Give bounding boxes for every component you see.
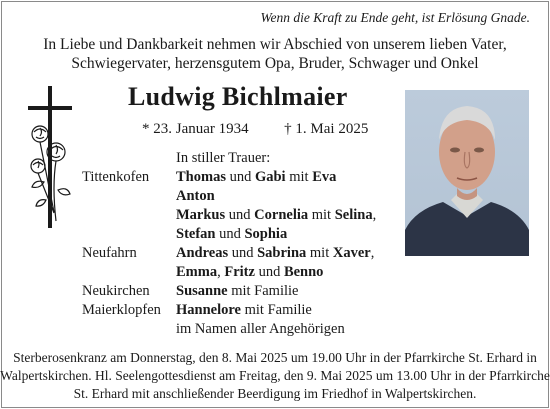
mourner-row [0,245,400,265]
mourner-row [0,169,400,189]
mourner-name: Susanne [176,283,228,299]
connector-text: und [215,226,245,242]
quote: Wenn die Kraft zu Ende geht, ist Erlösung Gnade. [260,10,530,25]
connector-text: , [372,207,377,223]
mourner-name: Anton [176,188,215,204]
mourner-place: Neukirchen [82,283,150,299]
mourner-place: Maierklopfen [82,302,161,318]
death-date: † 1. Mai 2025 [284,121,369,137]
mourner-name: Benno [283,264,324,280]
mourner-name: Sabrina [257,245,307,261]
mourner-names [176,207,376,224]
connector-text: mit Familie [227,283,299,299]
connector-text: und [228,245,258,261]
birth-date: * 23. Januar 1934 [142,121,249,137]
mourner-name: Thomas [176,169,226,185]
mourner-names [176,245,374,262]
mourner-name: Cornelia [254,207,309,223]
mourner-name: Gabi [254,169,286,185]
mourner-names [176,169,336,186]
mourner-name: Andreas [176,245,229,261]
connector-text: und [225,169,255,185]
mourner-row [0,264,400,284]
intro-text: In Liebe und Dankbarkeit nehmen wir Abschied von unserem lieben Vater, Schwiegervater, herzensgutem Opa, Bruder, Schwager und Onkel [43,36,507,72]
connector-text: und [254,264,284,280]
mourner-place: Neufahrn [82,245,137,261]
connector-text: mit [308,207,335,223]
mourner-names [176,188,215,205]
mourner-row [0,207,400,227]
connector-text: mit [285,169,313,185]
mourner-names [176,321,345,338]
portrait-photo [405,90,529,256]
mourner-names [176,302,312,319]
mourner-row [0,188,400,208]
connector-text: mit Familie [240,302,312,318]
mourner-names [176,283,298,300]
mourner-name: Xaver [332,245,371,261]
mourner-name: Hannelore [176,302,241,318]
mourner-name: Stefan [176,226,216,242]
mourner-name: Eva [312,169,337,185]
connector-text: , [370,245,375,261]
mourner-row [0,302,400,322]
connector-text: mit [306,245,333,261]
mourner-name: Sophia [244,226,288,242]
mourner-name: Emma [176,264,218,280]
mourner-names [176,264,323,281]
life-dates [142,121,368,138]
mourner-name: Fritz [224,264,255,280]
mourner-row [0,226,400,246]
mourner-names [176,226,287,243]
deceased-name: Ludwig Bichlmaier [128,82,348,111]
mourner-row [0,321,400,341]
connector-text: , [217,264,225,280]
mourner-name: Markus [176,207,226,223]
mourner-place: Tittenkofen [82,169,150,185]
connector-text: und [225,207,255,223]
mourner-name: Selina [334,207,373,223]
connector-text: im Namen aller Angehörigen [176,321,345,337]
mourning-heading: In stiller Trauer: [176,150,271,166]
mourner-row [0,283,400,303]
service-notice: Sterberosenkranz am Donnerstag, den 8. Mai 2025 um 19.00 Uhr in der Pfarrkirche St. Erhard in Walpertskirchen. Hl. Seelengottesdienst am Freitag, den 9. Mai 2025 um 13.00 Uhr in der Pfarrkirche St. Erhard mit anschließender Beerdigung im Friedhof in Walpertskirchen. [0,350,550,401]
